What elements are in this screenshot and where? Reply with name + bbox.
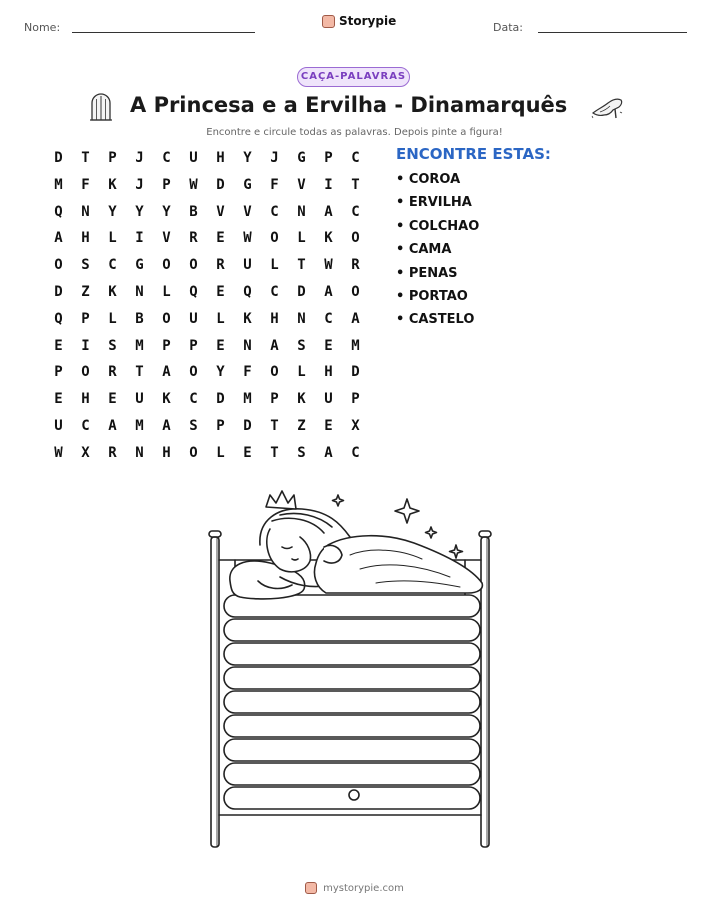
door-icon <box>89 93 113 121</box>
grid-letter[interactable]: L <box>270 257 279 274</box>
grid-letter[interactable]: S <box>297 444 306 461</box>
grid-letter[interactable]: O <box>81 364 90 381</box>
grid-letter[interactable]: J <box>270 150 279 166</box>
grid-letter[interactable]: H <box>81 230 90 247</box>
grid-letter[interactable]: J <box>135 150 144 166</box>
grid-letter[interactable]: P <box>270 391 279 408</box>
grid-letter[interactable]: E <box>54 391 63 408</box>
grid-letter[interactable]: N <box>135 444 144 461</box>
grid-letter[interactable]: R <box>108 364 117 381</box>
grid-letter[interactable]: L <box>108 310 117 327</box>
word-list <box>396 171 479 335</box>
grid-letter[interactable]: M <box>351 337 360 354</box>
grid-letter[interactable]: A <box>108 417 117 434</box>
grid-letter[interactable]: T <box>297 257 306 274</box>
grid-letter[interactable]: F <box>81 176 90 193</box>
grid-letter[interactable]: A <box>162 417 171 434</box>
grid-letter[interactable]: O <box>189 444 198 461</box>
grid-letter[interactable]: A <box>324 444 333 461</box>
grid-row <box>45 172 370 199</box>
grid-letter[interactable]: X <box>81 444 90 461</box>
grid-letter[interactable]: P <box>324 150 333 166</box>
grid-letter[interactable]: M <box>135 417 144 434</box>
grid-letter[interactable]: H <box>81 391 90 408</box>
grid-letter[interactable]: P <box>162 176 171 193</box>
grid-letter[interactable]: O <box>189 364 198 381</box>
grid-letter[interactable]: P <box>189 337 198 354</box>
grid-row <box>45 199 370 226</box>
grid-letter[interactable]: O <box>162 257 171 274</box>
grid-letter[interactable]: D <box>216 176 225 193</box>
grid-letter[interactable]: S <box>108 337 117 354</box>
grid-letter[interactable]: W <box>189 176 198 193</box>
grid-letter[interactable]: Y <box>108 203 117 220</box>
word-item: • CAMA <box>396 242 452 258</box>
grid-letter[interactable]: D <box>54 150 63 166</box>
grid-letter[interactable]: K <box>324 230 333 247</box>
grid-letter[interactable]: C <box>189 391 198 408</box>
grid-letter[interactable]: Y <box>216 364 225 381</box>
grid-letter[interactable]: E <box>216 283 225 300</box>
grid-row <box>45 252 370 279</box>
grid-letter[interactable]: V <box>243 203 252 220</box>
grid-letter[interactable]: A <box>351 310 360 327</box>
grid-letter[interactable]: P <box>162 337 171 354</box>
word-search-grid <box>45 145 370 467</box>
grid-letter[interactable]: B <box>135 310 144 327</box>
grid-letter[interactable]: W <box>54 444 63 461</box>
grid-letter[interactable]: G <box>297 150 306 166</box>
grid-letter[interactable]: U <box>54 417 63 434</box>
grid-letter[interactable]: T <box>135 364 144 381</box>
grid-letter[interactable]: O <box>54 257 63 274</box>
princess-and-pea-illustration <box>200 485 500 860</box>
grid-letter[interactable]: N <box>135 283 144 300</box>
grid-letter[interactable]: L <box>216 310 225 327</box>
grid-letter[interactable]: A <box>324 203 333 220</box>
grid-letter[interactable]: W <box>243 230 252 247</box>
grid-letter[interactable]: E <box>216 337 225 354</box>
grid-letter[interactable]: B <box>189 203 198 220</box>
grid-letter[interactable]: G <box>243 176 252 193</box>
grid-letter[interactable]: U <box>189 310 198 327</box>
glass-slipper-icon <box>590 94 624 120</box>
grid-letter[interactable]: C <box>351 444 360 461</box>
instructions: Encontre e circule todas as palavras. Depois pinte a figura! <box>206 127 503 138</box>
grid-letter[interactable]: P <box>216 417 225 434</box>
grid-letter[interactable]: O <box>189 257 198 274</box>
grid-letter[interactable]: O <box>351 283 360 300</box>
grid-letter[interactable]: U <box>189 150 198 166</box>
grid-letter[interactable]: R <box>216 257 225 274</box>
grid-letter[interactable]: S <box>189 417 198 434</box>
grid-letter[interactable]: Z <box>81 283 90 300</box>
grid-letter[interactable]: D <box>297 283 306 300</box>
storypie-logo-icon <box>322 15 335 28</box>
grid-letter[interactable]: F <box>270 176 279 193</box>
grid-row <box>45 386 370 413</box>
brand <box>322 14 396 28</box>
grid-letter[interactable]: Q <box>54 310 63 327</box>
grid-letter[interactable]: I <box>324 176 333 193</box>
page-title: A Princesa e a Ervilha - Dinamarquês <box>130 93 568 117</box>
grid-letter[interactable]: V <box>297 176 306 193</box>
grid-letter[interactable]: K <box>162 391 171 408</box>
grid-letter[interactable]: J <box>135 176 144 193</box>
grid-letter[interactable]: M <box>135 337 144 354</box>
date-line <box>538 32 687 33</box>
grid-letter[interactable]: L <box>216 444 225 461</box>
grid-row <box>45 279 370 306</box>
grid-letter[interactable]: Y <box>162 203 171 220</box>
grid-letter[interactable]: P <box>81 310 90 327</box>
grid-letter[interactable]: U <box>324 391 333 408</box>
grid-letter[interactable]: Y <box>243 150 252 166</box>
grid-letter[interactable]: M <box>54 176 63 193</box>
name-label: Nome: <box>24 21 61 34</box>
grid-letter[interactable]: W <box>324 257 333 274</box>
grid-row <box>45 413 370 440</box>
grid-letter[interactable]: S <box>81 257 90 274</box>
word-item: • PORTAO <box>396 288 468 304</box>
grid-letter[interactable]: E <box>54 337 63 354</box>
grid-letter[interactable]: Q <box>243 283 252 300</box>
grid-letter[interactable]: L <box>108 230 117 247</box>
grid-row <box>45 306 370 333</box>
grid-letter[interactable]: C <box>81 417 90 434</box>
grid-letter[interactable]: O <box>270 230 279 247</box>
word-list-title: ENCONTRE ESTAS: <box>396 145 551 163</box>
footer <box>0 882 709 894</box>
grid-row <box>45 333 370 360</box>
grid-letter[interactable]: D <box>54 283 63 300</box>
grid-letter[interactable]: I <box>81 337 90 354</box>
grid-letter[interactable]: L <box>297 364 306 381</box>
brand-name: Storypie <box>339 14 397 28</box>
grid-letter[interactable]: Q <box>189 283 198 300</box>
grid-row <box>45 440 370 467</box>
grid-letter[interactable]: T <box>81 150 90 166</box>
grid-letter[interactable]: C <box>270 203 279 220</box>
grid-letter[interactable]: A <box>270 337 279 354</box>
grid-letter[interactable]: P <box>108 150 117 166</box>
grid-letter[interactable]: E <box>108 391 117 408</box>
grid-letter[interactable]: I <box>135 230 144 247</box>
grid-letter[interactable]: T <box>270 444 279 461</box>
grid-letter[interactable]: N <box>81 203 90 220</box>
grid-letter[interactable]: C <box>351 150 360 166</box>
grid-letter[interactable]: E <box>324 417 333 434</box>
grid-letter[interactable]: F <box>243 364 252 381</box>
grid-letter[interactable]: O <box>162 310 171 327</box>
grid-letter[interactable]: M <box>243 391 252 408</box>
grid-letter[interactable]: C <box>270 283 279 300</box>
grid-letter[interactable]: L <box>162 283 171 300</box>
grid-letter[interactable]: K <box>297 391 306 408</box>
grid-letter[interactable]: T <box>270 417 279 434</box>
word-item: • COROA <box>396 172 461 187</box>
grid-letter[interactable]: V <box>162 230 171 247</box>
grid-letter[interactable]: U <box>243 257 252 274</box>
grid-letter[interactable]: X <box>351 417 360 434</box>
grid-letter[interactable]: R <box>108 444 117 461</box>
word-item: • ERVILHA <box>396 195 472 211</box>
date-label: Data: <box>493 21 523 34</box>
grid-letter[interactable]: N <box>297 203 306 220</box>
grid-letter[interactable]: E <box>324 337 333 354</box>
grid-letter[interactable]: O <box>270 364 279 381</box>
grid-letter[interactable]: O <box>351 230 360 247</box>
grid-letter[interactable]: R <box>189 230 198 247</box>
grid-row <box>45 225 370 252</box>
grid-letter[interactable]: T <box>351 176 360 193</box>
grid-letter[interactable]: C <box>108 257 117 274</box>
grid-letter[interactable]: S <box>297 337 306 354</box>
grid-letter[interactable]: N <box>243 337 252 354</box>
grid-letter[interactable]: Q <box>54 203 63 220</box>
word-item: • PENAS <box>396 265 458 281</box>
grid-letter[interactable]: D <box>351 364 360 381</box>
word-item: • COLCHAO <box>396 218 480 234</box>
grid-letter[interactable]: A <box>324 283 333 300</box>
name-line <box>72 32 255 33</box>
grid-letter[interactable]: K <box>108 283 117 300</box>
grid-letter[interactable]: H <box>216 150 225 166</box>
grid-letter[interactable]: P <box>54 364 63 381</box>
grid-letter[interactable]: Z <box>297 417 306 434</box>
grid-letter[interactable]: H <box>270 310 279 327</box>
grid-letter[interactable]: H <box>162 444 171 461</box>
grid-letter[interactable]: D <box>216 391 225 408</box>
grid-letter[interactable]: E <box>243 444 252 461</box>
category-tag: CAÇA-PALAVRAS <box>297 67 410 87</box>
grid-letter[interactable]: A <box>54 230 63 247</box>
grid-letter[interactable]: E <box>216 230 225 247</box>
grid-row <box>45 145 370 172</box>
grid-row <box>45 359 370 386</box>
grid-letter[interactable]: C <box>162 150 171 166</box>
grid-letter[interactable]: U <box>135 391 144 408</box>
grid-letter[interactable]: N <box>297 310 306 327</box>
grid-letter[interactable]: A <box>162 364 171 381</box>
grid-letter[interactable]: Y <box>135 203 144 220</box>
grid-letter[interactable]: K <box>243 310 252 327</box>
grid-letter[interactable]: V <box>216 203 225 220</box>
grid-letter[interactable]: P <box>351 391 360 408</box>
grid-letter[interactable]: K <box>108 176 117 193</box>
grid-letter[interactable]: D <box>243 417 252 434</box>
footer-url[interactable]: mystorypie.com <box>323 882 404 894</box>
grid-letter[interactable]: C <box>351 203 360 220</box>
grid-letter[interactable]: H <box>324 364 333 381</box>
grid-letter[interactable]: R <box>351 257 360 274</box>
grid-letter[interactable]: C <box>324 310 333 327</box>
storypie-logo-icon <box>305 882 317 894</box>
word-item: • CASTELO <box>396 312 475 328</box>
grid-letter[interactable]: G <box>135 257 144 274</box>
grid-letter[interactable]: L <box>297 230 306 247</box>
